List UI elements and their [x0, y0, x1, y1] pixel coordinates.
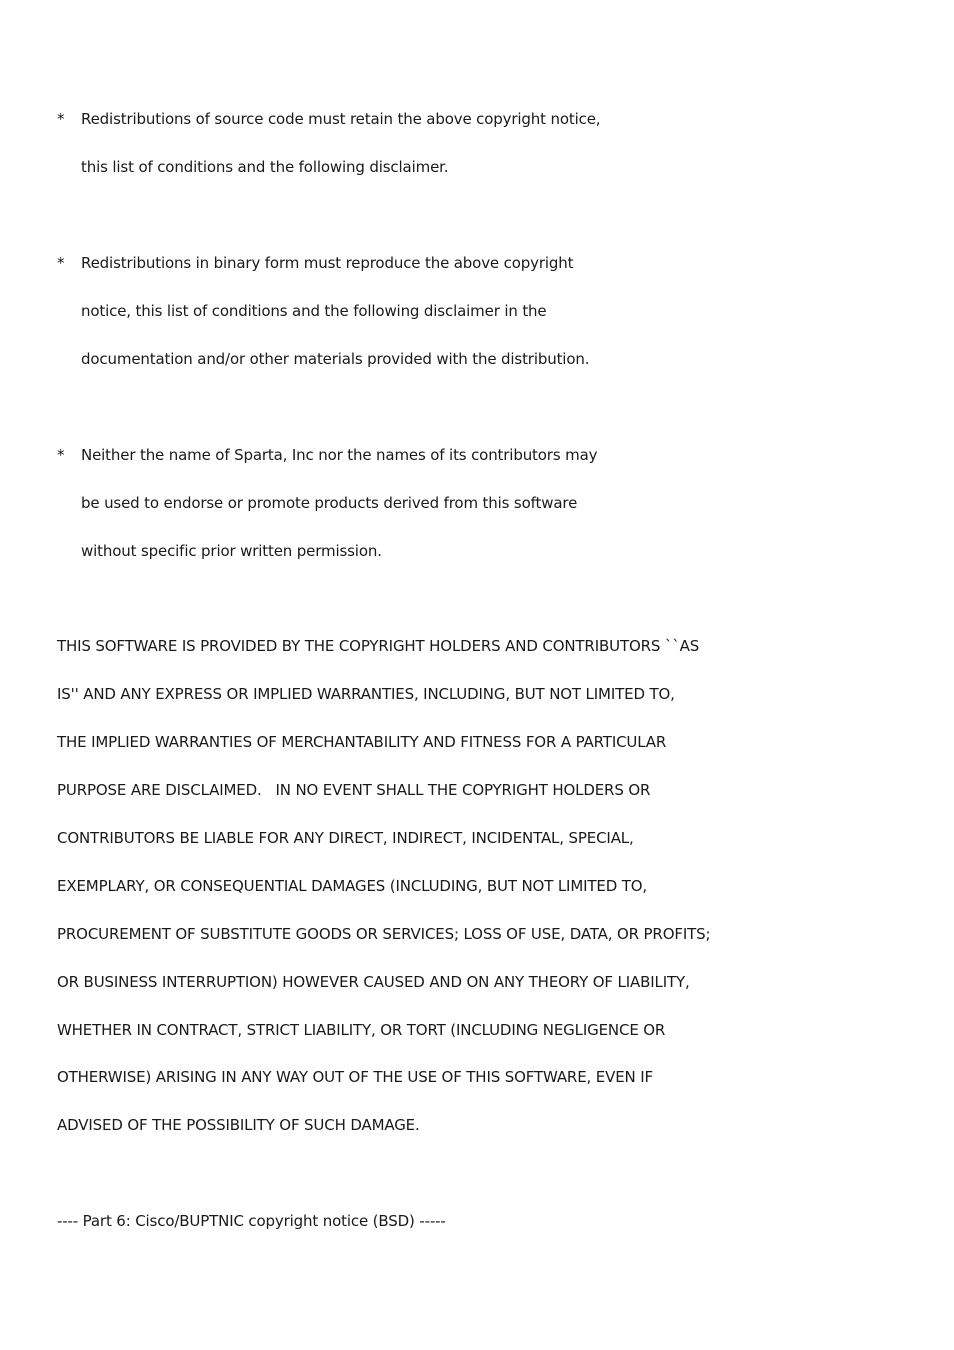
bullet-line: without specific prior written permission. — [81, 542, 382, 560]
disclaimer-line: PROCUREMENT OF SUBSTITUTE GOODS OR SERVICES; LOSS OF USE, DATA, OR PROFITS; — [57, 925, 711, 943]
section-heading: ---- Part 6: Cisco/BUPTNIC copyright notice (BSD) ----- — [57, 1212, 446, 1230]
disclaimer-line: OR BUSINESS INTERRUPTION) HOWEVER CAUSED AND ON ANY THEORY OF LIABILITY, — [57, 973, 690, 991]
bullet-line: notice, this list of conditions and the following disclaimer in the — [81, 302, 547, 320]
disclaimer-line: ADVISED OF THE POSSIBILITY OF SUCH DAMAGE. — [57, 1116, 420, 1134]
bullet-marker: * — [57, 446, 65, 464]
bullet-marker: * — [57, 110, 65, 128]
disclaimer-line: PURPOSE ARE DISCLAIMED. IN NO EVENT SHALL THE COPYRIGHT HOLDERS OR — [57, 781, 651, 799]
disclaimer-line: WHETHER IN CONTRACT, STRICT LIABILITY, OR TORT (INCLUDING NEGLIGENCE OR — [57, 1021, 666, 1039]
disclaimer-line: CONTRIBUTORS BE LIABLE FOR ANY DIRECT, INDIRECT, INCIDENTAL, SPECIAL, — [57, 829, 634, 847]
disclaimer-line: OTHERWISE) ARISING IN ANY WAY OUT OF THE USE OF THIS SOFTWARE, EVEN IF — [57, 1068, 653, 1086]
bullet-line: Redistributions in binary form must reproduce the above copyright — [81, 254, 574, 272]
disclaimer-line: THE IMPLIED WARRANTIES OF MERCHANTABILITY AND FITNESS FOR A PARTICULAR — [57, 733, 667, 751]
bullet-line: Redistributions of source code must retain the above copyright notice, — [81, 110, 601, 128]
bullet-marker: * — [57, 254, 65, 272]
disclaimer-line: IS'' AND ANY EXPRESS OR IMPLIED WARRANTIES, INCLUDING, BUT NOT LIMITED TO, — [57, 685, 675, 703]
bullet-line: this list of conditions and the following disclaimer. — [81, 158, 449, 176]
disclaimer-line: EXEMPLARY, OR CONSEQUENTIAL DAMAGES (INCLUDING, BUT NOT LIMITED TO, — [57, 877, 648, 895]
bullet-line: documentation and/or other materials provided with the distribution. — [81, 350, 590, 368]
bullet-line: be used to endorse or promote products derived from this software — [81, 494, 578, 512]
bullet-line: Neither the name of Sparta, Inc nor the names of its contributors may — [81, 446, 598, 464]
disclaimer-line: THIS SOFTWARE IS PROVIDED BY THE COPYRIGHT HOLDERS AND CONTRIBUTORS ``AS — [57, 637, 700, 655]
